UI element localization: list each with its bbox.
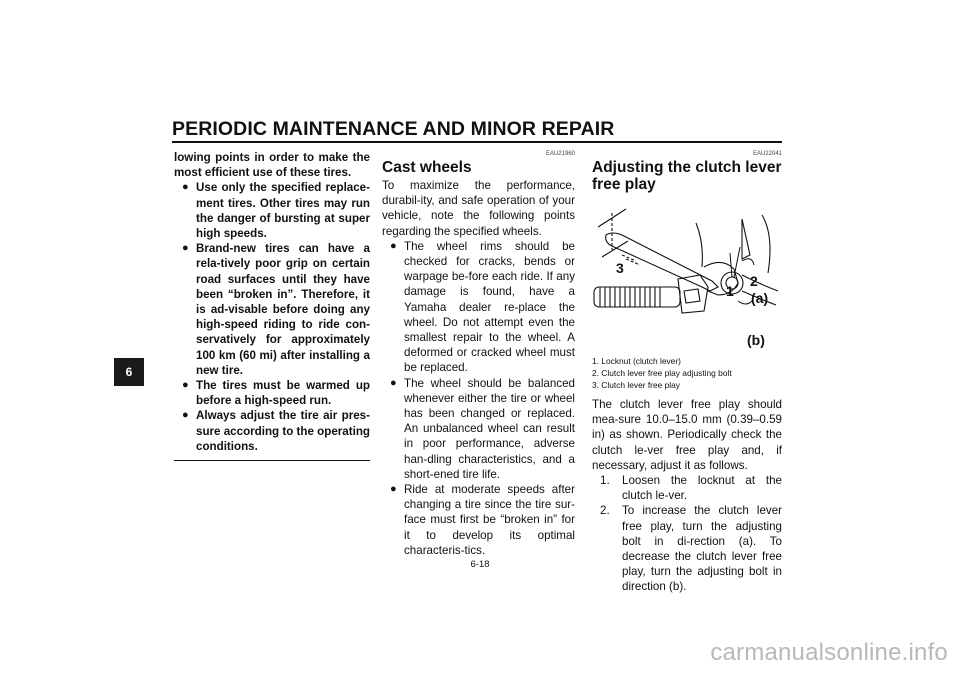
clutch-lever-figure <box>592 195 782 355</box>
bullet-icon: ● <box>182 409 189 422</box>
section-code: EAU21960 <box>545 151 575 157</box>
tire-notes-column <box>174 150 370 461</box>
caption-item: 1. Locknut (clutch lever) <box>592 356 681 366</box>
tire-notes-intro: lowing points in order to make the most efficient use of these tires. <box>174 151 370 180</box>
figure-captions <box>592 355 782 391</box>
figure-label-1: 1 <box>726 283 734 299</box>
section-title: Adjusting the clutch lever free play <box>592 159 782 193</box>
figure-label-3: 3 <box>616 260 624 276</box>
section-end-rule <box>174 460 370 461</box>
watermark: carmanualsonline.info <box>710 639 948 666</box>
clutch-column <box>592 150 782 595</box>
caption-item: 2. Clutch lever free play adjusting bolt <box>592 368 732 378</box>
cast-wheels-list <box>382 239 575 558</box>
list-item: ● Ride at moderate speeds after changing a tire since the tire sur-face must first be “broken in” for it to develop its optimal characteris-tics. <box>390 483 575 557</box>
list-item: ● The tires must be warmed up before a high-speed run. <box>182 379 370 408</box>
section-code: EAU22041 <box>752 151 782 157</box>
list-item: ● Brand-new tires can have a rela-tively poor grip on certain road surfaces until they have been “broken in”. Therefore, it is ad-visable before doing any high-speed riding to ride con-servatively for approximately 100 km (60 mi) after installing a new tire. <box>182 242 370 377</box>
bullet-icon: ● <box>390 376 397 389</box>
chapter-tab: 6 <box>114 358 144 386</box>
bullet-icon: ● <box>390 483 397 496</box>
bullet-icon: ● <box>182 379 189 392</box>
clutch-steps <box>592 473 782 595</box>
list-item: ● The wheel should be balanced whenever either the tire or wheel has been changed or replaced. An unbalanced wheel can result in poor performance, adverse han-dling characteristics, and a short-ened tire life. <box>390 376 575 481</box>
caption-item: 3. Clutch lever free play <box>592 380 680 390</box>
list-item: ● Use only the specified replace-ment tires. Other tires may run the danger of bursting at super high speeds. <box>182 181 370 241</box>
header-rule <box>172 141 782 143</box>
figure-label-b: (b) <box>747 332 765 348</box>
tire-notes-list <box>174 180 370 454</box>
figure-label-a: (a) <box>751 290 769 306</box>
bullet-icon: ● <box>390 239 397 252</box>
list-item: ● Always adjust the tire air pres-sure according to the operating conditions. <box>182 409 370 453</box>
bullet-icon: ● <box>182 181 189 194</box>
list-item: ● The wheel rims should be checked for cracks, bends or warpage be-fore each ride. If any damage is found, have a Yamaha dealer re-place the wheel. Do not attempt even the smallest repair to the wheel. A deformed or cracked wheel must be replaced. <box>390 239 575 375</box>
page-number: 6-18 <box>470 559 490 570</box>
cast-wheels-intro: To maximize the performance, durabil-ity, and safe operation of your vehicle, note the following points regarding the specified wheels. <box>382 179 575 238</box>
section-title: Cast wheels <box>382 159 472 176</box>
bullet-icon: ● <box>182 242 189 255</box>
list-item: 2. To increase the clutch lever free play, turn the adjusting bolt in di-rection (a). To decrease the clutch lever free play, turn the adjusting bolt in direction (b). <box>600 504 782 594</box>
figure-label-2: 2 <box>750 273 758 289</box>
page-header-title: PERIODIC MAINTENANCE AND MINOR REPAIR <box>172 118 615 140</box>
clutch-intro: The clutch lever free play should mea-sure 10.0–15.0 mm (0.39–0.59 in) as shown. Periodically check the clutch le-ver free play and, if necessary, adjust it as follows. <box>592 398 782 472</box>
cast-wheels-column <box>382 150 575 558</box>
list-item: 1. Loosen the locknut at the clutch le-ver. <box>600 474 782 503</box>
